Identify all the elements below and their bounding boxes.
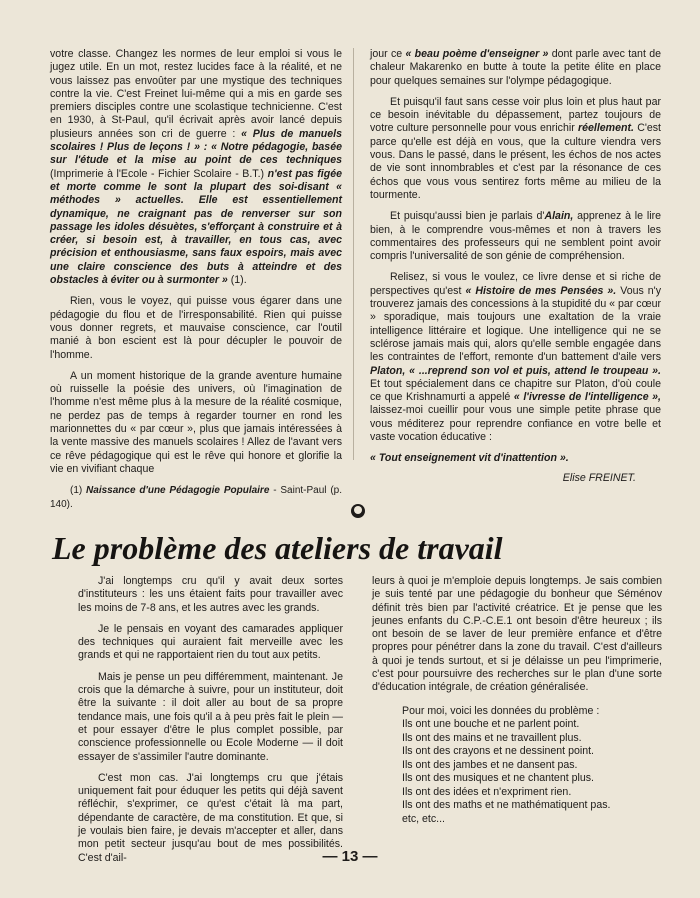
list-item: Ils ont des maths et ne mathématiquent pas. bbox=[402, 799, 611, 812]
text-span: (Imprimerie à l'Ecole - Fichier Scolaire - B.T.) bbox=[50, 167, 268, 180]
text-span: apprenez à le lire bien, à le comprendre vous-mêmes et non à travers les commentaires des professeurs qui ne semblent point avoir compris l'universalité de son génie de compréhension. bbox=[370, 210, 661, 263]
paragraph: C'est mon cas. J'ai longtemps cru que j'étais uniquement fait pour éduquer les petits qui déjà savent réfléchir, s'exprimer, ce qu'est c'était là ma part, dépendante de caractère, de ma constitution. Et que, si je voulais bien faire, je devais m'accepter et aller, dans mon petit secteur jusqu'au bout de mes possibilités. C'est d'ail- bbox=[78, 771, 343, 864]
paragraph bbox=[370, 210, 661, 263]
list-item: Ils ont des musiques et ne chantent plus. bbox=[402, 772, 594, 785]
paragraph: leurs à quoi je m'emploie depuis longtemps. Je sais combien je suis tenté par une pédagogie du bonheur que Séménov définit très bien par l'activité créatrice. Et je pense que les jeunes enfants du C.P.-C.E.1 ont besoin d'être heureux ; ils ont besoin de se laver de leur première enfance et d'être propres pour pénétrer dans la zone du travail. C'est d'ailleurs à quoi je tends surtout, et si je délaisse un peu l'imprimerie, c'est pour poursuivre des recherches sur le plan d'une sorte d'éducation intégrale, de création généralisée. bbox=[372, 575, 662, 694]
list-item: Ils ont des jambes et ne dansent pas. bbox=[402, 758, 578, 771]
text-span: C'est parce qu'elle est déjà en vous, que la culture viendra vers vous. Dans le passé, dans le présent, les échos de nos actes de vie sont innombrables et c'est par la résonance de ces échos que vous vous sentirez forts même au milieu de la tourmente. bbox=[370, 122, 661, 201]
emphasis-span: n'est pas figée et morte comme le sont la plupart des soi-disant « méthodes » actuelles. Elle est essentiellement dynamique, ne craignant pas de renverser sur son passage les idoles désuètes, s'efforçant à construire et à créer, si besoin est, à travailler, en tous cas, avec précision et enthousiasme, sans faux espoirs, mais avec une claire conscience des buts à atteindre et des obstacles à éviter ou à surmonter » bbox=[50, 167, 343, 287]
emphasis-span: réellement. bbox=[577, 122, 634, 135]
paragraph: A un moment historique de la grande aventure humaine où ruisselle la poésie des univers, où l'imagination de l'homme n'est même plus à la mesure de la réalité cosmique, ne perdez pas de temps à regarder tourner en rond les marionnettes du « par cœur », plus que jamais intéressées à la vente massive des manuels scolaires ! Allez de l'avant vers ce rêve pédagogique qui est le rêve qui honore et glorifie la vie en vivifiant chaque bbox=[50, 369, 342, 475]
paragraph: Je le pensais en voyant des camarades appliquer des techniques qui auraient fait merveille avec les grands et qui ne rapportaient rien du tout aux petits. bbox=[78, 622, 343, 662]
paragraph: Rien, vous le voyez, qui puisse vous égarer dans une pédagogie du flou et de l'irresponsabilité. Rien qui puisse vous donner regrets, et mauvaise conscience, car l'outil manié à bon escient est là pour décupler le pouvoir de l'homme. bbox=[50, 295, 342, 361]
emphasis-span: Alain, bbox=[544, 210, 574, 223]
paragraph: Mais je pense un peu différemment, maintenant. Je crois que la démarche à suivre, pour un instituteur, doit être la suivante : il doit aller au bout de sa propre tendance mais, une fois qu'il a à peu près fait le plein — et pour essayer d'être le plus complet possible, par conscience professionnelle ou Ecole Moderne — il doit essayer de s'assimiler l'autre dominante. bbox=[78, 670, 343, 763]
list-item: etc, etc... bbox=[402, 812, 445, 825]
emphasis-span: Platon, « ...reprend son vol et puis, attend le troupeau ». bbox=[370, 364, 661, 377]
footnote bbox=[50, 484, 342, 511]
list-item: Ils ont des idées et n'expriment rien. bbox=[402, 785, 572, 798]
text-span: Vous n'y trouverez jamais des concessions à la stupidité du « par cœur » sporadique, mais toujours une exaltation de la vraie intelligence littéraire et logique. Une intelligence qui ne se sclérose jamais mais qui, alors qu'elle semble engagée dans les contraintes de l'effort, remonte d'un battement d'aile vers bbox=[370, 284, 662, 364]
article1-column-right bbox=[370, 48, 661, 485]
text-span: laissez-moi cueillir pour vous une simple petite phrase que vous méditerez pour reprendre confiance en votre belle et vaste vocation éducative : bbox=[370, 404, 661, 444]
emphasis-span: Naissance d'une Pédagogie Populaire bbox=[86, 485, 270, 497]
text-span: Et puisqu'il faut sans cesse voir plus loin et plus haut par ce besoin inévitable du dépassement, partez toujours de votre culture personnelle pour vous enrichir bbox=[370, 95, 661, 135]
text-span: Relisez, si vous le voulez, ce livre dense et si riche de perspectives qu'est bbox=[370, 271, 661, 297]
signature: Elise FREINET. bbox=[562, 471, 636, 484]
text-span: Et puisqu'aussi bien je parlais d' bbox=[390, 210, 545, 223]
paragraph bbox=[370, 96, 661, 202]
page-number: — 13 — bbox=[322, 848, 378, 865]
paragraph bbox=[370, 271, 661, 444]
article-title: Le problème des ateliers de travail bbox=[52, 530, 503, 566]
emphasis-span: « l'ivresse de l'intelligence », bbox=[513, 391, 661, 404]
article2-column-right bbox=[372, 575, 662, 826]
text-span: dont parle avec tant de chaleur Makarenko en butte à toute la petite élite en place pour quelques semaines sur l'olympe pédagogique. bbox=[370, 48, 661, 87]
article2-column-left bbox=[78, 575, 343, 873]
list-intro: Pour moi, voici les données du problème : bbox=[402, 704, 600, 717]
footnote-ref: (1). bbox=[227, 274, 247, 287]
emphasis-span: « beau poème d'enseigner » bbox=[405, 48, 549, 60]
text-span: jour ce bbox=[370, 48, 406, 60]
text-span: Et tout spécialement dans ce chapitre sur Platon, d'où coule ce que Krishnamurti a appelé bbox=[370, 377, 661, 404]
list-item: Ils ont des crayons et ne dessinent point. bbox=[402, 745, 594, 758]
paragraph bbox=[370, 48, 661, 88]
paragraph bbox=[50, 48, 342, 287]
column-divider bbox=[353, 48, 354, 460]
problem-list bbox=[402, 705, 662, 827]
emphasis-span: « Plus de manuels scolaires ! Plus de leçons ! » : « Notre pédagogie, basée sur l'étude et la mise au point de ces techniques bbox=[50, 127, 342, 167]
text-span: (1) bbox=[70, 485, 87, 497]
list-item: Ils ont une bouche et ne parlent point. bbox=[402, 718, 580, 731]
paragraph: J'ai longtemps cru qu'il y avait deux sortes d'instituteurs : les uns étaient faits pour travailler avec les moins de 7-8 ans, et les autres avec les grands. bbox=[78, 575, 343, 614]
article1-column-left bbox=[50, 48, 342, 519]
quote: « Tout enseignement vit d'inattention ». bbox=[370, 452, 569, 465]
list-item: Ils ont des mains et ne travaillent plus. bbox=[402, 731, 582, 744]
text-span: votre classe. Changez les normes de leur emploi si vous le jugez utile. En un mot, restez lucides face à la réalité, et ne vous laissez pas envoûter par une mystique des techniques contre la vie. C'est Freinet lui-même qui a mis en garde ses premiers disciples contre une scolastique technicienne. C'est en 1930, à St-Paul, qu'il écrivait après avoir lancé depuis plusieurs années son cri de guerre : bbox=[50, 48, 342, 140]
emphasis-span: « Histoire de mes Pensées ». bbox=[465, 284, 617, 297]
text-span: - Saint-Paul (p. 140). bbox=[50, 485, 342, 510]
section-ornament-icon bbox=[351, 504, 365, 518]
